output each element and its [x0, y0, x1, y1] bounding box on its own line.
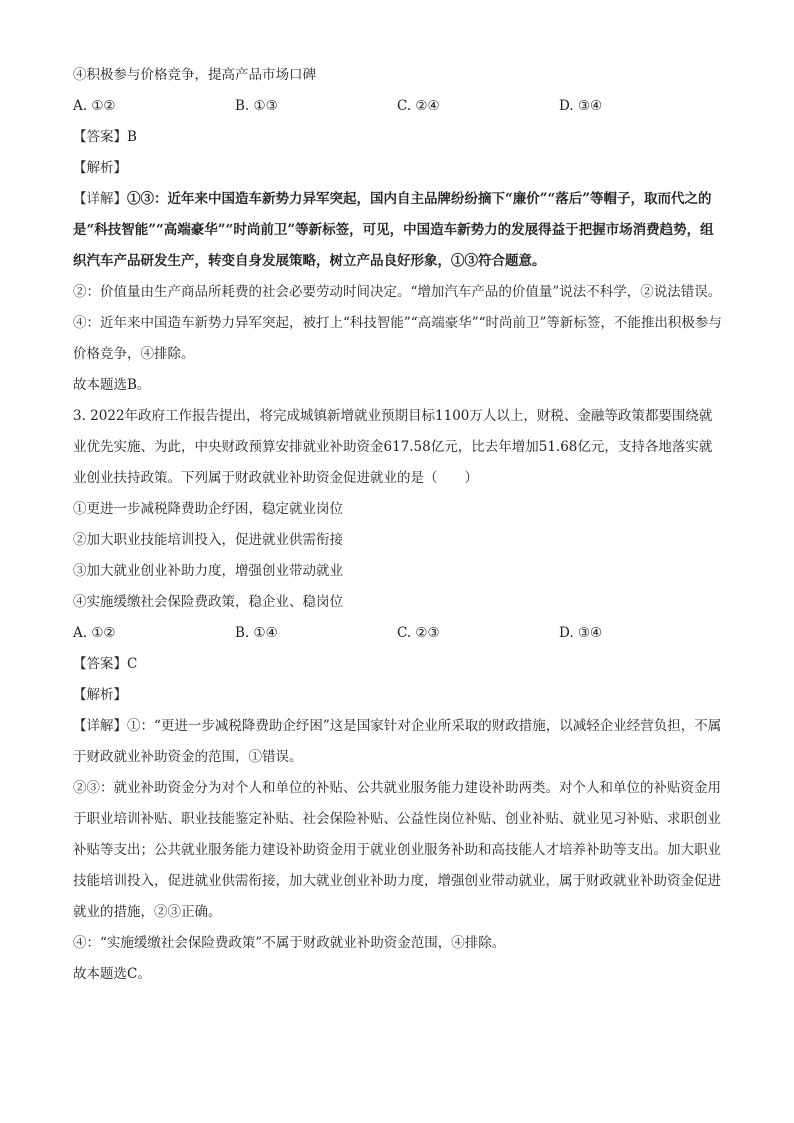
q3-choice-d: D. ③④: [559, 625, 603, 641]
q3-detail-1-text: ①：“更进一步减税降费助企纾困”这是国家针对企业所采取的财政措施，以减轻企业经营负担，不属于财政就业补助资金的范围，①错误。: [73, 718, 722, 765]
q3-choice-c: C. ②③: [397, 625, 440, 641]
q2-conclusion: 故本题选B。: [73, 377, 151, 393]
q3-detail-tag: 【详解】: [73, 718, 127, 734]
q3-item-2: ②加大职业技能培训投入，促进就业供需衔接: [73, 532, 343, 548]
q3-detail-3: ④：“实施缓缴社会保险费政策”不属于财政就业补助资金范围，④排除。: [73, 935, 506, 951]
q3-choices: [73, 618, 725, 649]
q3-answer: 【答案】C: [73, 656, 138, 672]
q3-conclusion: 故本题选C。: [73, 966, 151, 982]
q3-item-3: ③加大就业创业补助力度，增强创业带动就业: [73, 563, 343, 579]
q2-choice-c: C. ②④: [397, 98, 440, 114]
q2-detail-3: ④：近年来中国造车新势力异军突起，被打上“科技智能”“高端豪华”“时尚前卫”等新标签，不能推出积极参与价格竞争，④排除。: [73, 315, 722, 362]
q2-choice-a: A. ①②: [73, 98, 116, 114]
q2-answer: 【答案】B: [73, 129, 137, 145]
q2-choice-d: D. ③④: [559, 98, 603, 114]
q3-detail-2: ②③：就业补助资金分为对个人和单位的补贴、公共就业服务能力建设补助两类。对个人和单位的补贴资金用于职业培训补贴、职业技能鉴定补贴、社会保险补贴、公益性岗位补贴、创业补贴、就业见习补贴、求职创业补贴等支出；公共就业服务能力建设补助资金用于就业创业服务补助和高技能人才培养补助等支出。加大职业技能培训投入，促进就业供需衔接，加大就业创业补助力度，增强创业带动就业，属于财政就业补助资金促进就业的措施，②③正确。: [73, 780, 721, 920]
q3-analysis-label: 【解析】: [73, 687, 127, 703]
q2-choice-b: B. ①③: [235, 98, 278, 114]
q2-detail-tag: 【详解】: [73, 191, 127, 207]
q2-analysis-label: 【解析】: [73, 160, 127, 176]
q3-detail-1: [73, 711, 725, 773]
document-page: [73, 60, 725, 990]
q3-choice-b: B. ①④: [235, 625, 278, 641]
q3-item-1: ①更进一步减税降费助企纾困，稳定就业岗位: [73, 501, 343, 517]
q3-stem: 3. 2022年政府工作报告提出，将完成城镇新增就业预期目标1100万人以上，财税、金融等政策都要围绕就业优先实施、为此，中央财政预算安排就业补助资金617.58亿元，比去年增加51.68亿元，支持各地落实就业创业扶持政策。下列属于财政就业补助资金促进就业的是（ ）: [73, 408, 713, 486]
q3-item-4: ④实施缓缴社会保险费政策，稳企业、稳岗位: [73, 594, 343, 610]
q2-detail-1-text: ①③：近年来中国造车新势力异军突起，国内自主品牌纷纷摘下“廉价”“落后”等帽子，取而代之的是“科技智能”“高端豪华”“时尚前卫”等新标签，可见，中国造车新势力的发展得益于把握市场消费趋势，组织汽车产品研发生产，转变自身发展策略，树立产品良好形象，①③符合题意。: [73, 191, 714, 269]
q2-option-4: ④积极参与价格竞争，提高产品市场口碑: [73, 67, 316, 83]
q3-choice-a: A. ①②: [73, 625, 116, 641]
q2-detail-1: [73, 184, 725, 277]
q2-choices: [73, 91, 725, 122]
q2-detail-2: ②：价值量由生产商品所耗费的社会必要劳动时间决定。“增加汽车产品的价值量”说法不科学，②说法错误。: [73, 284, 722, 300]
